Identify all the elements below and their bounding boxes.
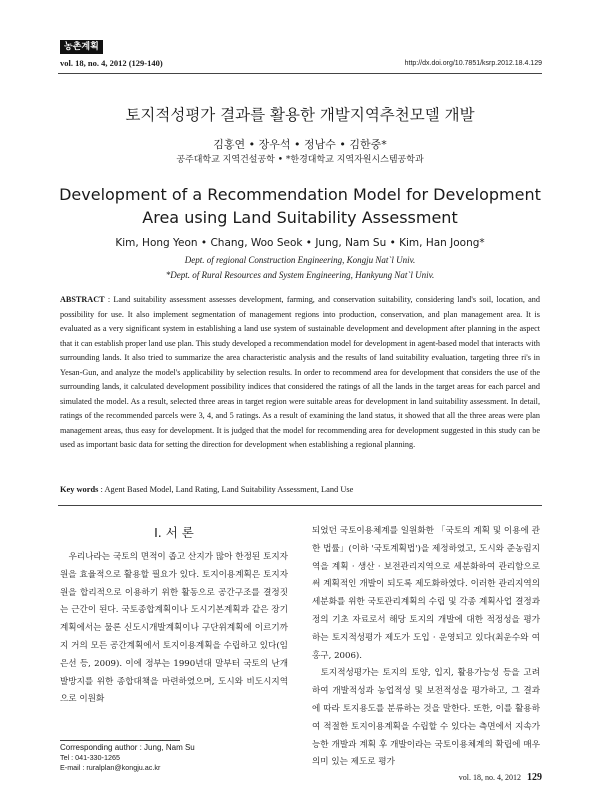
korean-title: 토지적성평가 결과를 활용한 개발지역추천모델 개발	[125, 106, 475, 124]
footer-issue: vol. 18, no. 4, 2012	[458, 773, 521, 782]
body-column-right	[312, 523, 540, 772]
english-authors: Kim, Hong Yeon • Chang, Woo Seok • Jung, Nam Su • Kim, Han Joong*	[115, 237, 485, 249]
page-number: 129	[527, 772, 542, 783]
english-title: Development of a Recommendation Model for Development Area using Land Suitability Assessment	[59, 185, 541, 227]
english-affiliation-2: *Dept. of Rural Resources and System Engineering, Hankyung Nat`l Univ.	[165, 270, 435, 280]
korean-authors: 김홍연 • 장우석 • 정남수 • 김한중*	[213, 138, 387, 151]
doi-link[interactable]: http://dx.doi.org/10.7851/ksrp.2012.18.4.129	[404, 60, 542, 67]
page-footer	[459, 772, 542, 783]
abstract-text: Land suitability assessment assesses development, farming, and conservation suitability, considering land's soil, location, and possibility for use. It also implement segmentation of management regions into production, conservation, and plan management area. It is evaluated as a very significant system in establishing a land use system of sustainable development and development after planning in the aspect that it can establish proper land use plan. This study developed a recommendation model for development in agent-based model that interacts with surrounding lands. It also tried to summarize the area characteristic analysis and the results of land suitability evaluation, targeting three ri's in Yesan-Gun, and analyze the model's applicability by selection results. In order to recommend area for development that considers the use of the surrounding lands, it calculated development possibility indices that considered the ratings of all the lands in the target areas for each parcel and simulated the model. As a result, selected three areas in target region were suitable areas for development in land suitability assessment. In detail, ratings of the recommended parcels were 3, 4, and 5 ratings. As a result of examining the land status, it showed that all the three areas were plan management areas, thus easy for development. It is judged that the model for recommending area for development suggested in this study can be used as important basic data for setting the direction for development when establishing a regional planning.	[60, 295, 540, 450]
abstract: ABSTRACT : Land suitability assessment assesses development, farming, and conservation suitability, considering land's soil, location, and possibility for use. It also implement segmentation of management regions into production, conservation, and plan management area. It is evaluated as a very significant system in establishing a land use system of sustainable development and development after planning in the aspect that it can establish proper land use plan. This study developed a recommendation model for development in agent-based model that interacts with surrounding lands. It also tried to summarize the area characteristic analysis and the results of land suitability evaluation, targeting three ri's in Yesan-Gun, and analyze the model's applicability by selection results. In order to recommend area for development that considers the use of the surrounding lands, it calculated development possibility indices that considered the ratings of all the lands in the target areas for each parcel and simulated the model. As a result, selected three areas in target region were suitable areas for development in land suitability assessment. In detail, ratings of the recommended parcels were 3, 4, and 5 ratings. As a result of examining the land status, it showed that all the three areas were plan management areas, thus easy for development. It is judged that the model for recommending area for development suggested in this study can be used as important basic data for setting the direction for development when establishing a regional planning.	[60, 295, 540, 450]
volume-info: vol. 18, no. 4, 2012 (129-140)	[60, 58, 163, 68]
body-paragraph: 토지적성평가는 토지의 토양, 입지, 활용가능성 등을 고려하여 개발적성과 농업적성 및 보전적성을 평가하고, 그 결과에 따라 토지용도를 분류하는 것을 말한다. 또한, 이를 활용하여 적절한 토지이용계획을 수립할 수 있다는 측면에서 지속가능한 개발과 계획 후 개발이라는 국토이용체계의 확립에 매우 의미 있는 제도로 평가	[312, 668, 540, 768]
korean-affiliation: 공주대학교 지역건설공학 • *한경대학교 지역자원시스템공학과	[176, 155, 424, 165]
header-divider	[58, 73, 542, 74]
english-affiliation-1: Dept. of regional Construction Engineering, Kongju Nat`l Univ.	[184, 255, 416, 265]
journal-logo: 농촌계획	[60, 40, 103, 54]
keywords: Key words : Agent Based Model, Land Rating, Land Suitability Assessment, Land Use	[60, 485, 354, 494]
section-heading: I. 서 론	[154, 525, 194, 540]
author-phone: Tel : 041-330-1265	[60, 753, 120, 762]
abstract-label: ABSTRACT	[60, 295, 105, 304]
keywords-text: Agent Based Model, Land Rating, Land Suitability Assessment, Land Use	[104, 485, 354, 494]
abstract-divider	[58, 505, 542, 506]
corresponding-author: Corresponding author : Jung, Nam Su	[60, 743, 195, 752]
body-column-left	[60, 549, 288, 709]
author-email[interactable]: E-mail : ruralplan@kongju.ac.kr	[60, 763, 161, 772]
footnote-divider	[60, 740, 180, 741]
body-paragraph: 우리나라는 국토의 면적이 좁고 산지가 많아 한정된 토지자원을 효율적으로 활용할 필요가 있다. 토지이용계획은 토지자원을 합리적으로 이용하기 위한 활동으로 공간구조를 결정짓는 근간이 된다. 국토종합계획이나 도시기본계획과 같은 장기계획에서는 물론 신도시개발계획이나 구단위계획에 이르기까지 거의 모든 공간계획에서 토지이용계획을 수립하고 있다(임은선 등, 2009). 이에 정부는 1990년대 말부터 국토의 난개발방지를 위한 종합대책을 마련하였으며, 도시와 비도시지역으로 이원화	[60, 552, 288, 705]
body-paragraph: 되었던 국토이용체계를 일원화한 「국토의 계획 및 이용에 관한 법률」(이하 '국토계획법')을 제정하였고, 도시와 준농림지역을 계획 · 생산 · 보전관리지역으로 세분화하여 관리함으로써 계획적인 개발이 되도록 제도화하였다. 이러한 관리지역의 세분화를 위한 국토관리계획의 수립 및 각종 계획사업 결정과정의 기초 자료로서 해당 토지의 개발에 대한 적정성을 평가하는 토지적성평가 제도가 도입 · 운영되고 있다(최운수와 여홍구, 2006).	[312, 526, 540, 661]
corresponding-author-note	[60, 743, 195, 773]
keywords-label: Key words	[60, 485, 99, 494]
